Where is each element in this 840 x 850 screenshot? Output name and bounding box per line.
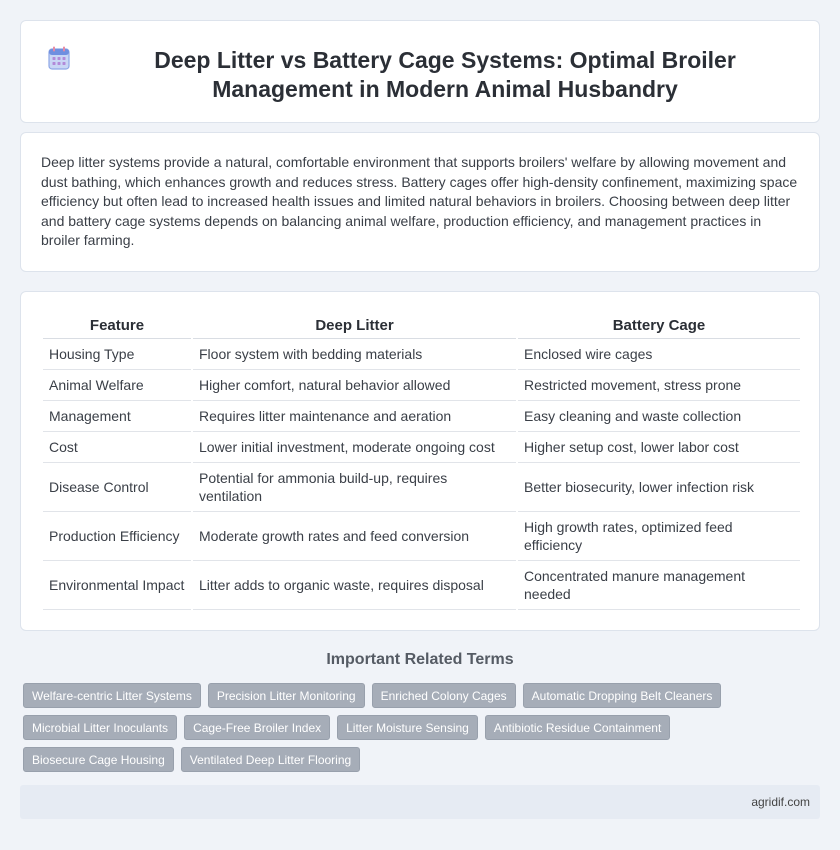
related-term-tag[interactable]: Automatic Dropping Belt Cleaners (523, 683, 722, 708)
header-feature: Feature (43, 310, 192, 338)
row-battery-cage: Enclosed wire cages (517, 338, 800, 369)
row-deep-litter: Requires litter maintenance and aeration (192, 400, 517, 431)
table-header-row (43, 310, 800, 338)
table-row (43, 338, 800, 369)
row-deep-litter: Potential for ammonia build-up, requires ventilation (192, 462, 517, 511)
related-term-tag[interactable]: Enriched Colony Cages (372, 683, 516, 708)
related-term-tag[interactable]: Litter Moisture Sensing (337, 715, 478, 740)
row-deep-litter: Moderate growth rates and feed conversion (192, 511, 517, 560)
table-row (43, 560, 800, 609)
table-row (43, 431, 800, 462)
summary-card (20, 132, 820, 272)
header-battery-cage: Battery Cage (517, 310, 800, 338)
row-feature: Animal Welfare (43, 369, 192, 400)
related-term-tag[interactable]: Antibiotic Residue Containment (485, 715, 670, 740)
related-terms-title: Important Related Terms (326, 651, 514, 668)
row-battery-cage: Better biosecurity, lower infection risk (517, 462, 800, 511)
comparison-table (43, 310, 800, 610)
row-feature: Environmental Impact (43, 560, 192, 609)
related-term-tag[interactable]: Precision Litter Monitoring (208, 683, 365, 708)
page-title: Deep Litter vs Battery Cage Systems: Optimal Broiler Management in Modern Animal Husbandry (154, 47, 736, 102)
row-battery-cage: Restricted movement, stress prone (517, 369, 800, 400)
related-term-tag[interactable]: Microbial Litter Inoculants (23, 715, 177, 740)
row-deep-litter: Litter adds to organic waste, requires disposal (192, 560, 517, 609)
row-battery-cage: Easy cleaning and waste collection (517, 400, 800, 431)
footer (20, 785, 820, 819)
row-feature: Disease Control (43, 462, 192, 511)
row-battery-cage: Higher setup cost, lower labor cost (517, 431, 800, 462)
related-term-tag[interactable]: Biosecure Cage Housing (23, 747, 174, 772)
row-battery-cage: High growth rates, optimized feed efficiency (517, 511, 800, 560)
related-term-tag[interactable]: Welfare-centric Litter Systems (23, 683, 201, 708)
row-feature: Housing Type (43, 338, 192, 369)
related-term-tag[interactable]: Ventilated Deep Litter Flooring (181, 747, 360, 772)
table-row (43, 511, 800, 560)
related-term-tag[interactable]: Cage-Free Broiler Index (184, 715, 330, 740)
footer-site-link[interactable]: agridif.com (751, 795, 810, 809)
header-deep-litter: Deep Litter (192, 310, 517, 338)
table-row (43, 369, 800, 400)
row-feature: Production Efficiency (43, 511, 192, 560)
title-card (20, 20, 820, 123)
related-terms-list (23, 683, 823, 779)
row-deep-litter: Floor system with bedding materials (192, 338, 517, 369)
summary-text: Deep litter systems provide a natural, comfortable environment that supports broilers' welfare by allowing movement and dust bathing, which enhances growth and reduces stress. Battery cages offer high-density confinement, maximizing space efficiency but often lead to increased health issues and limited natural behaviors in broilers. Choosing between deep litter and battery cage systems depends on balancing animal welfare, production efficiency, and management practices in broiler farming. (41, 154, 798, 248)
row-deep-litter: Lower initial investment, moderate ongoing cost (192, 431, 517, 462)
table-row (43, 462, 800, 511)
comparison-table-card (20, 291, 820, 631)
row-feature: Cost (43, 431, 192, 462)
calendar-icon (48, 46, 70, 70)
row-battery-cage: Concentrated manure management needed (517, 560, 800, 609)
row-deep-litter: Higher comfort, natural behavior allowed (192, 369, 517, 400)
row-feature: Management (43, 400, 192, 431)
table-row (43, 400, 800, 431)
